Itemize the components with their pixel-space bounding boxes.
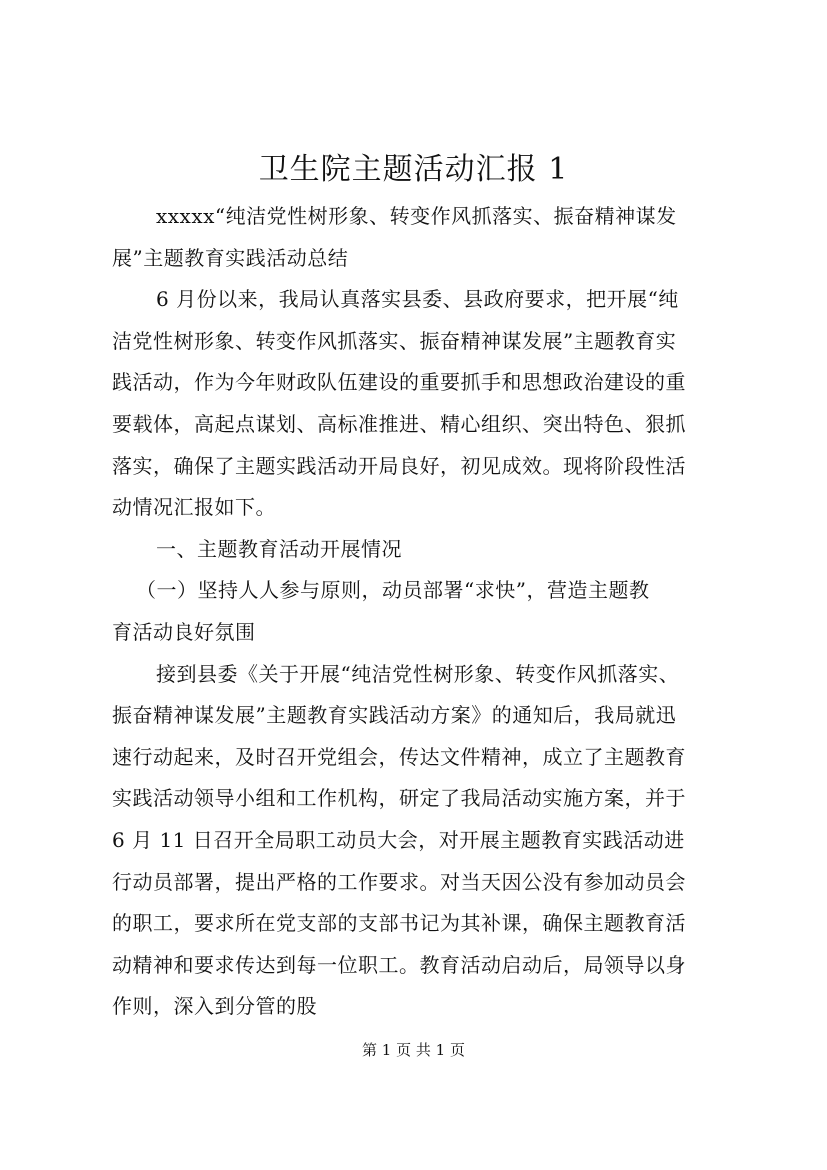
body-line: 实践活动领导小组和工作机构，研定了我局活动实施方案，并于 — [112, 786, 686, 811]
body-line: 践活动，作为今年财政队伍建设的重要抓手和思想政治建设的重 — [112, 370, 686, 395]
body-line: 接到县委《关于开展“纯洁党性树形象、转变作风抓落实、 — [156, 661, 680, 686]
body-line: 要载体，高起点谋划、高标准推进、精心组织、突出特色、狠抓 — [112, 411, 686, 436]
body-line: 6 月 11 日召开全局职工动员大会，对开展主题教育实践活动进 — [112, 827, 685, 852]
document-body — [112, 196, 727, 1028]
body-line: 作则，深入到分管的股 — [112, 994, 317, 1019]
subsection-heading: （一）坚持人人参与原则，动员部署“求快”，营造主题教 — [136, 578, 650, 603]
body-line: 行动员部署，提出严格的工作要求。对当天因公没有参加动员会 — [112, 869, 686, 894]
body-line: 6 月份以来，我局认真落实县委、县政府要求，把开展“纯 — [156, 287, 679, 312]
body-line: 育活动良好氛围 — [112, 619, 256, 644]
body-line: 速行动起来，及时召开党组会，传达文件精神，成立了主题教育 — [112, 744, 686, 769]
body-line: 振奋精神谋发展”主题教育实践活动方案》的通知后，我局就迅 — [112, 703, 677, 728]
body-line: 展”主题教育实践活动总结 — [112, 245, 349, 270]
body-line: xxxxx“纯洁党性树形象、转变作风抓落实、振奋精神谋发 — [156, 204, 677, 228]
body-line: 的职工，要求所在党支部的支部书记为其补课，确保主题教育活 — [112, 911, 686, 936]
body-line: 落实，确保了主题实践活动开局良好，初见成效。现将阶段性活 — [112, 453, 686, 478]
page-footer: 第 1 页 共 1 页 — [362, 1041, 465, 1059]
body-line: 动精神和要求传达到每一位职工。教育活动启动后，局领导以身 — [112, 952, 686, 977]
section-heading: 一、主题教育活动开展情况 — [156, 536, 402, 561]
document-title: 卫生院主题活动汇报 1 — [258, 152, 569, 187]
body-line: 洁党性树形象、转变作风抓落实、振奋精神谋发展”主题教育实 — [112, 328, 677, 353]
body-line: 动情况汇报如下。 — [112, 495, 276, 520]
